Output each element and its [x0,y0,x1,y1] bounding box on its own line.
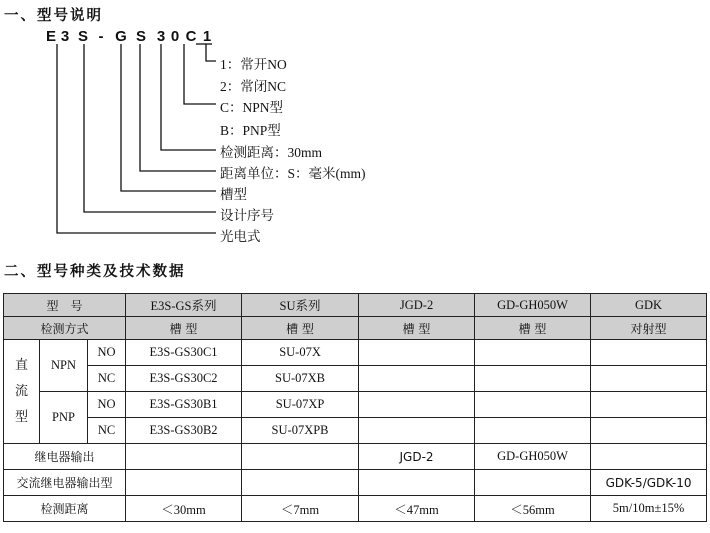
header-cell: GD-GH050W [475,294,591,317]
header-cell: JGD-2 [359,294,475,317]
npn-label: NPN [40,340,88,392]
table-cell [591,418,707,444]
nc-label: NC [88,418,126,444]
table-cell: SU-07X [242,340,359,366]
table-cell: SU-07XPB [242,418,359,444]
table-cell [475,340,591,366]
header-cell: 型 号 [4,294,126,317]
table-cell: ＜30mm [126,496,242,522]
table-cell [359,340,475,366]
code-char: E [45,28,56,45]
table-cell [359,392,475,418]
dc-label: 直 流 型 [4,340,40,444]
table-cell: E3S-GS30B2 [126,418,242,444]
table-row [4,392,707,418]
no-label: NO [88,392,126,418]
header-cell: GDK [591,294,707,317]
code-char: - [98,28,104,45]
table-cell: E3S-GS30B1 [126,392,242,418]
method-cell: 槽 型 [475,317,591,340]
table-cell: GDK-5/GDK-10 [591,470,707,496]
distance-label: 检测距离 [4,496,126,522]
table-cell: SU-07XP [242,392,359,418]
table-cell: 5m/10m±15% [591,496,707,522]
section-title-model-description: 一、型号说明 [4,8,103,24]
table-cell: ＜47mm [359,496,475,522]
relay-row [4,444,707,470]
code-char: 1 [202,28,212,45]
table-cell: SU-07XB [242,366,359,392]
table-row [4,418,707,444]
section-title-model-types: 二、型号种类及技术数据 [4,264,186,280]
code-label: 设计序号 [220,208,274,223]
table-cell [359,366,475,392]
method-label: 检测方式 [4,317,126,340]
code-label: C：NPN型 [220,100,284,115]
table-cell: GD-GH050W [475,444,591,470]
table-cell [359,418,475,444]
method-cell: 对射型 [591,317,707,340]
table-cell [359,470,475,496]
nc-label: NC [88,366,126,392]
table-cell [242,470,359,496]
method-cell: 槽 型 [359,317,475,340]
method-row [4,317,707,340]
pnp-label: PNP [40,392,88,444]
table-cell [475,418,591,444]
table-cell: E3S-GS30C2 [126,366,242,392]
code-char: S [77,28,88,45]
code-char: 3 [156,28,166,45]
table-cell [591,392,707,418]
table-cell [126,444,242,470]
header-cell: SU系列 [242,294,359,317]
code-label: B：PNP型 [220,123,281,138]
code-label: 1：常开NO [220,57,287,72]
code-bracket-lines [0,0,710,260]
code-char: G [115,28,127,45]
code-label: 距离单位：S：毫米(mm) [220,166,366,181]
table-cell [591,340,707,366]
code-label: 槽型 [220,187,247,202]
header-cell: E3S-GS系列 [126,294,242,317]
table-cell [591,366,707,392]
code-char: 0 [170,28,180,45]
table-cell: JGD-2 [359,444,475,470]
method-cell: 槽 型 [242,317,359,340]
code-label: 光电式 [220,229,261,244]
table-header-row [4,294,707,317]
table-cell [126,470,242,496]
table-cell [475,392,591,418]
table-cell [591,444,707,470]
table-cell [242,444,359,470]
table-cell: ＜7mm [242,496,359,522]
ac-relay-row [4,470,707,496]
code-label: 2：常闭NC [220,79,287,94]
distance-row [4,496,707,522]
table-cell [475,470,591,496]
no-label: NO [88,340,126,366]
table-cell: ＜56mm [475,496,591,522]
code-char: S [135,28,146,45]
spec-table [3,293,707,522]
code-char: C [185,28,197,45]
table-cell [475,366,591,392]
table-row [4,366,707,392]
table-cell: E3S-GS30C1 [126,340,242,366]
ac-relay-label: 交流继电器输出型 [4,470,126,496]
code-label: 检测距离：30mm [220,145,323,160]
relay-label: 继电器输出 [4,444,126,470]
table-row [4,340,707,366]
code-char: 3 [60,28,70,45]
method-cell: 槽 型 [126,317,242,340]
